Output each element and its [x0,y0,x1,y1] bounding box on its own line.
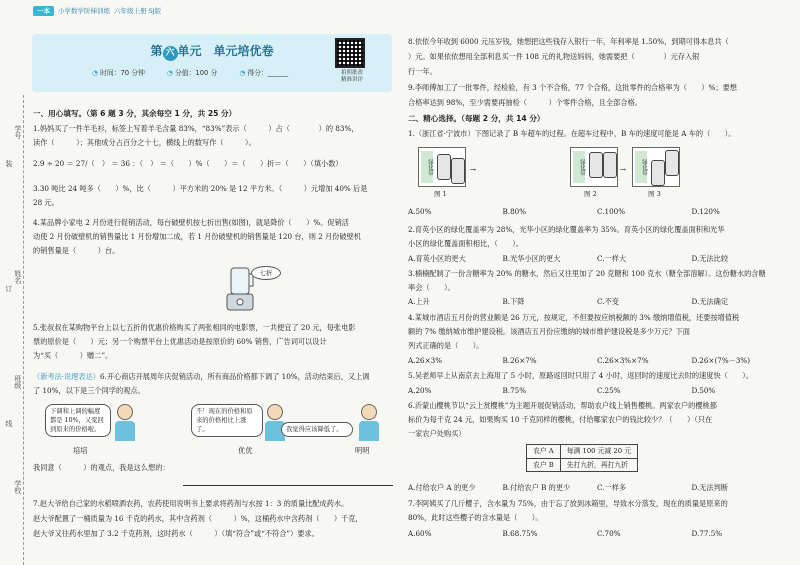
green-belt-label: 绿化带 [573,151,585,183]
question-1-cont: 读作（ ）；其他成分占百分之十七，横线上的数写作（ ）。 [33,138,256,147]
score-info: ◔ 分值：100 分 [167,68,217,79]
choice-7-options [408,528,786,539]
question-2: 2.9 ÷ 20 ＝ 27/（ ） ＝ 36 ：（ ） ＝（ ）%（ ）＝（ ）折＝（ ）（填小数） [33,159,343,168]
option-a: A.上升 [408,297,430,306]
figure-2-caption: 图 2 [584,190,597,198]
green-belt-label: 绿化带 [421,151,433,183]
series-grade: 六年级上册 SJ版 [114,7,162,15]
option-c: C.26×3%×7% [597,356,649,365]
avatar-body [115,421,135,441]
question-1: 1.妈妈买了一件羊毛衫，标签上写着羊毛含量 83%，“83%”表示（ ）占（ ）的 83%， [33,124,359,133]
qr-code-icon [335,38,365,68]
class-label: 班级 [13,375,22,389]
student-youyou [265,404,285,441]
option-b: B.下降 [502,297,525,306]
question-5-cont2: 为“买（ ）赠二”。 [33,351,113,360]
option-d: D.120% [691,207,720,216]
option-b: B.75% [502,386,527,395]
question-9: 9.李师傅加工了一批零件，经检验，有 3 个不合格，77 个合格，这批零件的合格率为（ ）%；要想 [408,83,737,92]
choice-2-cont: 小区的绿化覆盖面积相比，（ ）。 [408,239,523,248]
discount-tag: 七折 [251,266,281,280]
figure-3-caption: 图 3 [648,190,661,198]
avatar [267,404,283,420]
speech-bubble-1: 下调和上调的幅度都是 10%，又变回到原来的价格啦。 [45,404,111,437]
answer-line [183,478,393,486]
option-a: A.50% [408,207,432,216]
table-cell: 先打九折，再打九折 [560,458,637,472]
unit-number-badge: 六 [163,46,178,61]
option-d: D.无法比较 [691,254,729,263]
choice-7-cont: 80%，此时这些樱子的含水量是（ ）。 [408,513,543,522]
binding-cut-line [23,95,24,565]
option-c: C.一样大 [597,254,627,263]
overtake-figure-1 [418,147,466,187]
question-6-cont: 了 10%，以下是三个同学的观点。 [33,386,145,395]
question-5-cont1: 票的原价是（ ）元；另一个购票平台上优惠活动是按原价的 60% 销售，广告词可以设计 [33,337,327,346]
option-c: C.70% [597,529,621,538]
section-fill-heading: 一、用心填写。（第 6 题 3 分，其余每空 1 分，共 25 分） [33,109,237,118]
option-a: A.付给农户 A 的更少 [408,483,476,492]
name-youyou: 优优 [238,446,253,455]
table-cell: 农户 B [527,458,561,472]
header-box [32,34,392,92]
overtake-figure-2 [570,147,618,187]
farm-price-table [526,444,638,472]
series-badge: 一本 [33,6,54,16]
title-text: 单元 单元培优卷 [177,44,274,58]
question-8: 8.依依今年收到 6000 元压岁钱，她想把这些钱存入银行一年，年利率是 1.50%，到期可得本息共（ [408,37,744,46]
option-c: C.25% [597,386,621,395]
choice-2-options [408,253,786,264]
question-6-text: 6.开心商店开展周年庆促销活动，所有商品价格都下调了 10%，活动结束后，又上调 [99,372,370,381]
table-cell: 每满 100 元减 20 元 [560,445,637,459]
arrow-icon: → [620,165,627,174]
question-6-answer: 我同意（ ）的观点，我是这么想的： [33,463,170,472]
section-choice-heading: 二、精心选择。（每题 2 分，共 14 分） [408,114,545,123]
avatar [117,404,133,420]
car-a [589,152,603,178]
choice-4-options [408,355,786,366]
option-b: B.68.75% [502,529,538,538]
title-prefix: 第 [150,44,163,58]
student-id-label: 学号 [13,125,22,139]
option-d: D.无法判断 [691,483,729,492]
option-d: D.26×(7%－3%) [691,356,751,365]
question-4-cont1: 动使 2 月份破壁机的销售量比 1 月份增加二成，若 1 月份破壁机的销售量是 120 台，则 2 月份破壁机 [33,232,361,241]
choice-6: 6.沂蒙山樱桃节以“云上赏樱桃”为主题开展促销活动，帮助农户线上销售樱桃。两家农户的樱桃都 [408,401,717,410]
car-b [451,158,465,184]
figure-1-caption: 图 1 [434,190,447,198]
choice-3-cont: 率会（ ）。 [408,283,455,292]
speech-bubble-3: 我觉得应该降低了。 [281,422,353,437]
choice-5: 5.吴老师早上从南京去上海用了 5 小时，原路返回时只用了 4 小时，返回时的速度比去时的速度快（ ）。 [408,371,753,380]
green-belt-label: 绿化带 [635,151,647,183]
car-b [665,150,679,176]
question-6-tag: （新考法·说理表达） [33,372,100,381]
option-b: B.26×7% [502,356,537,365]
series-bar [33,6,161,16]
cut-mark-1: 装 [4,160,13,167]
cut-mark-2: 订 [4,285,13,292]
option-c: C.不变 [597,297,619,306]
choice-3: 3.楠楠配制了一份含糖率为 20% 的糖水，然后又往里加了 20 克糖和 100 克水（糖全部溶解）。这份糖水的含糖 [408,269,766,278]
option-c: C.100% [597,207,626,216]
series-name: 小学数学阶梯训练 [58,7,110,15]
choice-6-cont2: 一家农户处购买） [408,429,466,438]
choice-1: 1.（浙江省·宁波市）下图记录了 B 车超车的过程。在超车过程中，B 车的速度可能是 A 车的（ ）。 [408,129,736,138]
choice-2: 2.育英小区的绿化覆盖率为 28%，光华小区的绿化覆盖率为 35%。育英小区的绿化覆盖面积和光华 [408,225,725,234]
arrow-icon: → [470,165,477,174]
option-c: C.一样多 [597,483,627,492]
car-b [603,152,617,178]
option-a: A.20% [408,386,432,395]
question-4: 4.某品牌小家电 2 月份进行促销活动，每台破壁机按七折出售(如图)，就是降价（ ）%。促销活 [33,218,349,227]
question-9-cont: 合格率达到 98%，至少需要再抽检（ ）个零件合格，且全部合格。 [408,98,642,107]
choice-1-options [408,206,786,217]
table-row [527,458,638,472]
cut-mark-3: 线 [4,420,13,427]
overtake-figure-3 [632,147,680,187]
question-6 [33,371,393,382]
student-peipei [115,404,135,441]
option-a: A.60% [408,529,432,538]
name-label: 姓名 [13,270,22,284]
choice-7: 7.李阿姨买了几斤樱子，含水量为 75%，由于忘了放到冰箱里，导致水分蒸发，现在的质量是原来的 [408,499,728,508]
option-b: B.80% [502,207,527,216]
name-mingming: 明明 [355,446,370,455]
option-a: A.26×3% [408,356,443,365]
choice-6-cont1: 标价为每千克 24 元，如果购买 10 千克同样的樱桃，付给哪家农户的钱比较少？（ ）（只在 [408,415,713,424]
choice-4-cont2: 列式正确的是（ ）。 [408,341,484,350]
question-4-cont2: 的销售量是（ ）台。 [33,246,120,255]
question-8-cont1: ）元。如果依依想用全部利息买一件 108 元的礼物送妈妈，她需要把（ ）元存入银 [408,52,700,61]
question-7-cont1: 赵大爷配置了一桶质量为 16 千克的药水，其中含药剂（ ）%，这桶药水中含药剂（ ）千克， [33,514,363,523]
question-5: 5.张叔叔在某购物平台上以七五折的优惠价格购买了两张相同的电影票，一共便宜了 20 元，每张电影 [33,323,356,332]
option-b: B.付给农户 B 的更少 [502,483,571,492]
question-3-cont: 28 元。 [33,198,59,207]
student-mingming [359,404,379,441]
question-7-cont2: 赵大爷又往药水里加了 3.2 千克药剂，这时药水（ ）（填“符合”或“不符合”）要求。 [33,529,319,538]
option-d: D.无法确定 [691,297,729,306]
name-peipei: 培培 [73,446,88,455]
choice-4: 4.某城市酒店五月份的营业额是 26 万元，按规定，不但要按应纳税额的 3% 缴纳增值税，还要按增值税 [408,313,740,322]
choice-6-options [408,482,786,493]
option-d: D.50% [691,386,716,395]
avatar [361,404,377,420]
option-d: D.77.5% [691,529,723,538]
school-label: 学校 [13,480,22,494]
car-a [437,154,451,180]
table-cell: 农户 A [527,445,561,459]
time-info: ◔ 时间：70 分钟 [92,68,145,79]
choice-3-options [408,296,786,307]
option-b: B.光华小区的更大 [502,254,561,263]
option-a: A.育英小区的更大 [408,254,466,263]
question-7: 7.赵大爷给自己家的水稻喷洒农药，农药使用说明书上要求将药剂与水按 1：3 的质量比配成药水。 [33,499,349,508]
car-a [651,160,665,186]
choice-4-cont1: 额的 7% 缴纳城市维护建设税。该酒店五月份应缴纳的城市维护建设税是多少万元？下面 [408,327,690,336]
exam-meta [92,68,288,79]
got-score: ◔ 得分：______ [239,68,288,79]
avatar-body [359,421,379,441]
qr-caption: 拍照批改 精准讲评 [340,70,363,84]
question-8-cont2: 行一年。 [408,67,437,76]
table-row [527,445,638,459]
question-3: 3.30 吨比 24 吨多（ ）%，比（ ）平方米的 20% 是 12 平方米。（ ）元增加 40% 后是 [33,184,368,193]
choice-5-options [408,385,786,396]
speech-bubble-2: 不！现在的价格和原来的价格相比上涨了。 [191,404,263,437]
